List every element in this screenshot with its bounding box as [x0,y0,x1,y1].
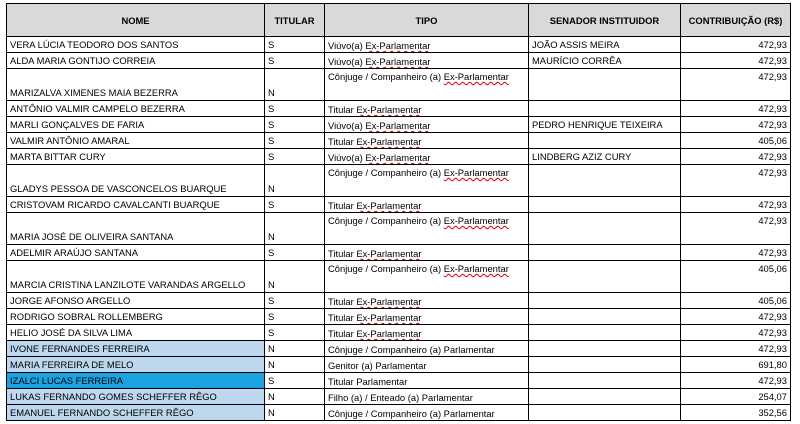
tipo-ex-parlamentar: Ex-Parlamentar [365,120,431,131]
table-row [7,165,791,197]
table-row [7,405,791,421]
table-row [7,309,791,325]
cell-senador [529,165,681,197]
tipo-ex-parlamentar: Ex-Parlamentar [356,296,422,307]
cell-titular: S [265,245,325,261]
table-body [7,37,791,421]
tipo-ex-parlamentar: Ex-Parlamentar [365,56,431,67]
cell-senador [529,197,681,213]
cell-contribuicao: 472,93 [681,309,791,325]
cell-tipo [325,133,529,149]
cell-nome: ADELMIR ARAÚJO SANTANA [7,245,265,261]
tipo-ex-parlamentar: Ex-Parlamentar [443,71,509,82]
table-row [7,373,791,389]
cell-senador [529,389,681,405]
cell-titular: N [265,261,325,293]
tipo-text: Titular [328,136,357,147]
tipo-text: Cônjuge / Companheiro (a) [328,71,444,82]
cell-contribuicao: 254,07 [681,389,791,405]
contribution-table [6,3,791,421]
cell-titular: N [265,213,325,245]
cell-titular: S [265,309,325,325]
cell-tipo [325,245,529,261]
tipo-text: Titular [328,104,357,115]
cell-tipo [325,37,529,53]
cell-senador [529,293,681,309]
cell-tipo [325,405,529,421]
cell-senador: PEDRO HENRIQUE TEIXEIRA [529,117,681,133]
cell-nome: MARIA FERREIRA DE MELO [7,357,265,373]
cell-senador [529,325,681,341]
table-row [7,389,791,405]
tipo-ex-parlamentar: Ex-Parlamentar [356,328,422,339]
cell-contribuicao: 472,93 [681,117,791,133]
tipo-text: Titular [328,200,357,211]
cell-contribuicao: 405,06 [681,293,791,309]
cell-contribuicao: 405,06 [681,261,791,293]
tipo-text: Viúvo(a) [328,152,366,163]
cell-nome: IVONE FERNANDES FERREIRA [7,341,265,357]
tipo-text: Titular [328,312,357,323]
cell-nome: MARTA BITTAR CURY [7,149,265,165]
cell-nome: MARIA JOSÉ DE OLIVEIRA SANTANA [7,213,265,245]
cell-contribuicao: 352,56 [681,405,791,421]
cell-senador [529,69,681,101]
cell-tipo [325,325,529,341]
cell-titular: N [265,69,325,101]
cell-senador [529,245,681,261]
cell-senador [529,261,681,293]
cell-contribuicao: 472,93 [681,165,791,197]
tipo-text: Titular [328,248,357,259]
cell-titular: S [265,293,325,309]
cell-tipo [325,357,529,373]
cell-senador [529,373,681,389]
cell-titular: S [265,197,325,213]
tipo-text: Titular [328,328,357,339]
cell-titular: S [265,53,325,69]
cell-titular: S [265,133,325,149]
tipo-ex-parlamentar: Ex-Parlamentar [356,104,422,115]
cell-tipo [325,197,529,213]
col-header-tipo: TIPO [325,4,529,37]
cell-senador [529,213,681,245]
cell-nome: GLADYS PESSOA DE VASCONCELOS BUARQUE [7,165,265,197]
cell-contribuicao: 472,93 [681,101,791,117]
cell-contribuicao: 472,93 [681,341,791,357]
tipo-ex-parlamentar: Ex-Parlamentar [365,40,431,51]
col-header-titular: TITULAR [265,4,325,37]
table-row [7,357,791,373]
cell-titular: N [265,357,325,373]
cell-titular: S [265,325,325,341]
cell-contribuicao: 472,93 [681,149,791,165]
cell-titular: N [265,165,325,197]
table-row [7,149,791,165]
cell-titular: S [265,149,325,165]
tipo-text: Genitor (a) Parlamentar [328,360,427,371]
cell-tipo [325,213,529,245]
cell-contribuicao: 472,93 [681,373,791,389]
cell-titular: S [265,37,325,53]
col-header-nome: NOME [7,4,265,37]
cell-tipo [325,101,529,117]
table-row [7,197,791,213]
cell-nome: EMANUEL FERNANDO SCHEFFER RÊGO [7,405,265,421]
tipo-ex-parlamentar: Ex-Parlamentar [356,312,422,323]
tipo-text: Cônjuge / Companheiro (a) [328,263,444,274]
cell-senador [529,405,681,421]
col-header-senador: SENADOR INSTITUIDOR [529,4,681,37]
cell-titular: N [265,405,325,421]
cell-senador: JOÃO ASSIS MEIRA [529,37,681,53]
cell-titular: S [265,373,325,389]
table-row [7,53,791,69]
cell-nome: VERA LÚCIA TEODORO DOS SANTOS [7,37,265,53]
tipo-text: Titular Parlamentar [328,376,408,387]
col-header-contribuicao: CONTRIBUIÇÃO (R$) [681,4,791,37]
cell-nome: MARIZALVA XIMENES MAIA BEZERRA [7,69,265,101]
cell-nome: CRISTOVAM RICARDO CAVALCANTI BUARQUE [7,197,265,213]
cell-senador [529,357,681,373]
cell-contribuicao: 691,80 [681,357,791,373]
table-row [7,37,791,53]
cell-tipo [325,309,529,325]
tipo-ex-parlamentar: Ex-Parlamentar [356,248,422,259]
cell-tipo [325,117,529,133]
cell-tipo [325,149,529,165]
tipo-ex-parlamentar: Ex-Parlamentar [443,215,509,226]
tipo-text: Cônjuge / Companheiro (a) [328,167,444,178]
table-row [7,245,791,261]
cell-tipo [325,165,529,197]
tipo-text: Cônjuge / Companheiro (a) Parlamentar [328,408,495,419]
table-row [7,117,791,133]
cell-nome: ALDA MARIA GONTIJO CORREIA [7,53,265,69]
table-row [7,69,791,101]
cell-contribuicao: 472,93 [681,245,791,261]
table-header [7,4,791,37]
tipo-ex-parlamentar: Ex-Parlamentar [365,152,431,163]
tipo-text: Viúvo(a) [328,56,366,67]
table-row [7,213,791,245]
tipo-ex-parlamentar: Ex-Parlamentar [443,167,509,178]
cell-nome: HELIO JOSÉ DA SILVA LIMA [7,325,265,341]
tipo-text: Filho (a) / Enteado (a) Parlamentar [328,392,473,403]
cell-tipo [325,341,529,357]
tipo-ex-parlamentar: Ex-Parlamentar [356,200,422,211]
cell-tipo [325,261,529,293]
cell-contribuicao: 472,93 [681,53,791,69]
cell-titular: N [265,341,325,357]
cell-senador [529,341,681,357]
cell-tipo [325,389,529,405]
table-row [7,101,791,117]
cell-titular: S [265,101,325,117]
cell-contribuicao: 472,93 [681,37,791,53]
tipo-text: Viúvo(a) [328,120,366,131]
tipo-text: Cônjuge / Companheiro (a) [328,215,444,226]
cell-contribuicao: 472,93 [681,213,791,245]
cell-tipo [325,53,529,69]
cell-senador: LINDBERG AZIZ CURY [529,149,681,165]
tipo-ex-parlamentar: Ex-Parlamentar [443,263,509,274]
cell-titular: S [265,117,325,133]
cell-tipo [325,69,529,101]
table-row [7,293,791,309]
cell-senador [529,101,681,117]
tipo-ex-parlamentar: Ex-Parlamentar [356,136,422,147]
cell-tipo [325,293,529,309]
cell-nome: LUKAS FERNANDO GOMES SCHEFFER RÊGO [7,389,265,405]
table-row [7,325,791,341]
cell-tipo [325,373,529,389]
cell-nome: MARCIA CRISTINA LANZILOTE VARANDAS ARGELLO [7,261,265,293]
cell-contribuicao: 472,93 [681,197,791,213]
cell-nome: JORGE AFONSO ARGELLO [7,293,265,309]
cell-senador: MAURÍCIO CORRÊA [529,53,681,69]
cell-nome: MARLI GONÇALVES DE FARIA [7,117,265,133]
cell-nome: IZALCI LUCAS FERREIRA [7,373,265,389]
table-row [7,341,791,357]
tipo-text: Cônjuge / Companheiro (a) Parlamentar [328,344,495,355]
tipo-text: Viúvo(a) [328,40,366,51]
cell-contribuicao: 472,93 [681,69,791,101]
tipo-text: Titular [328,296,357,307]
table-row [7,133,791,149]
cell-nome: RODRIGO SOBRAL ROLLEMBERG [7,309,265,325]
cell-senador [529,133,681,149]
table-row [7,261,791,293]
cell-contribuicao: 405,06 [681,133,791,149]
cell-titular: N [265,389,325,405]
cell-contribuicao: 472,93 [681,325,791,341]
cell-senador [529,309,681,325]
cell-nome: ANTÔNIO VALMIR CAMPELO BEZERRA [7,101,265,117]
cell-nome: VALMIR ANTÔNIO AMARAL [7,133,265,149]
